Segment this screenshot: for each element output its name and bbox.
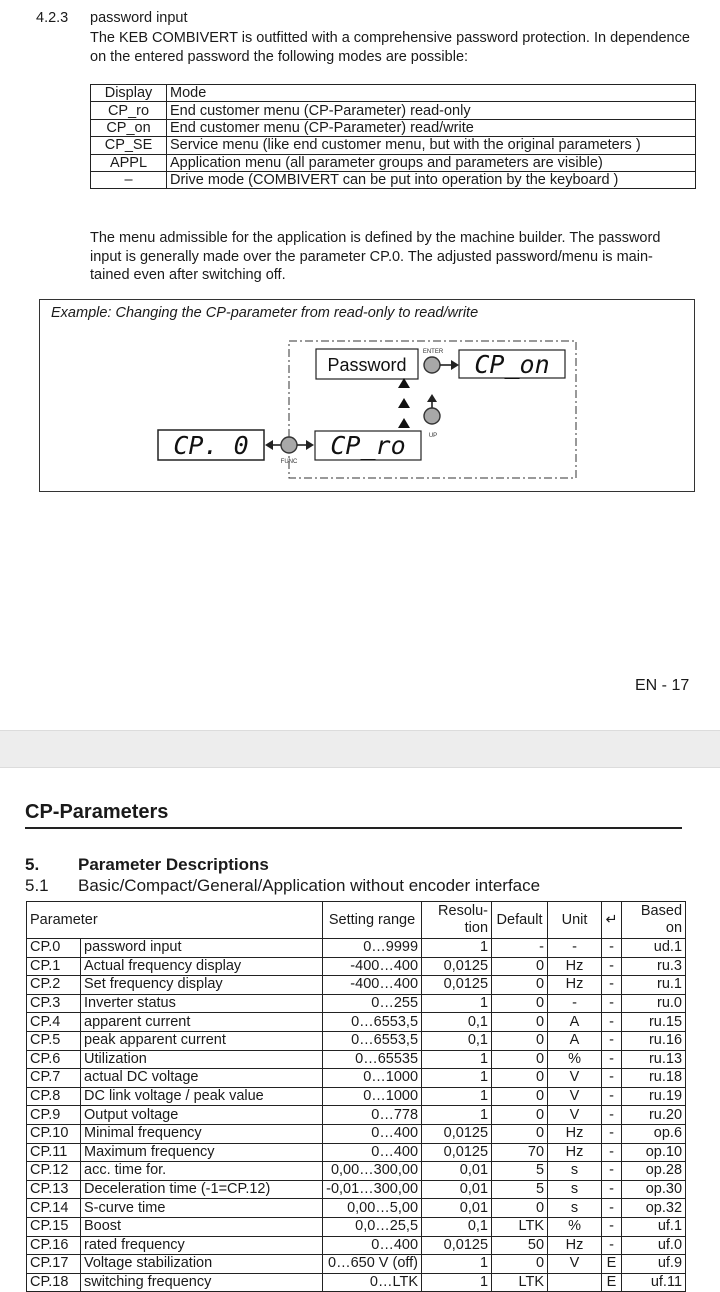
param-name: Inverter status — [81, 994, 323, 1013]
param-name: peak apparent current — [81, 1031, 323, 1050]
mode-display: APPL — [91, 154, 167, 171]
param-default: LTK — [492, 1217, 548, 1236]
param-default: 0 — [492, 976, 548, 995]
table-row — [27, 1013, 686, 1032]
table-row — [27, 1217, 686, 1236]
param-default: - — [492, 939, 548, 958]
param-enter: - — [602, 1069, 622, 1088]
table-row — [27, 1106, 686, 1125]
display-cp-ro: CP_ro — [330, 431, 406, 460]
param-name: S-curve time — [81, 1199, 323, 1218]
mode-display: CP_on — [91, 119, 167, 136]
param-default: 0 — [492, 1199, 548, 1218]
modes-header-mode: Mode — [167, 85, 696, 102]
param-based-on: ru.20 — [622, 1106, 686, 1125]
intro-line: on the entered password the following modes are possible: — [90, 48, 469, 65]
param-enter: - — [602, 1031, 622, 1050]
param-range: -400…400 — [323, 976, 422, 995]
param-enter: - — [602, 1013, 622, 1032]
menu-paragraph — [90, 229, 702, 285]
param-enter: - — [602, 1199, 622, 1218]
example-box — [39, 299, 695, 492]
param-default: 70 — [492, 1143, 548, 1162]
param-default: 0 — [492, 1050, 548, 1069]
mode-display: CP_ro — [91, 102, 167, 119]
param-based-on: ru.1 — [622, 976, 686, 995]
col-header-resolution: Resolu- tion — [422, 902, 492, 939]
param-code: CP.4 — [27, 1013, 81, 1032]
table-row — [27, 1162, 686, 1181]
param-unit: V — [548, 1106, 602, 1125]
mode-description: End customer menu (CP-Parameter) read-only — [167, 102, 696, 119]
func-button-icon — [281, 437, 297, 453]
param-unit: Hz — [548, 1124, 602, 1143]
param-based-on: ru.13 — [622, 1050, 686, 1069]
table-row — [27, 1273, 686, 1292]
param-name: Voltage stabilization — [81, 1255, 323, 1274]
param-resolution: 1 — [422, 1255, 492, 1274]
param-resolution: 0,01 — [422, 1180, 492, 1199]
param-range: 0…6553,5 — [323, 1013, 422, 1032]
up-label: UP — [428, 433, 438, 439]
table-row — [27, 994, 686, 1013]
param-unit: s — [548, 1162, 602, 1181]
enter-icon: ↵ — [602, 902, 622, 939]
param-code: CP.14 — [27, 1199, 81, 1218]
col-header-default: Default — [492, 902, 548, 939]
param-enter: E — [602, 1255, 622, 1274]
param-default: 0 — [492, 1031, 548, 1050]
param-enter: - — [602, 939, 622, 958]
section-number: 4.2.3 — [36, 10, 69, 26]
param-unit: Hz — [548, 1236, 602, 1255]
param-name: Minimal frequency — [81, 1124, 323, 1143]
param-unit — [548, 1273, 602, 1292]
param-code: CP.12 — [27, 1162, 81, 1181]
param-based-on: ru.0 — [622, 994, 686, 1013]
param-unit: Hz — [548, 1143, 602, 1162]
param-enter: - — [602, 957, 622, 976]
page-number: EN - 17 — [635, 677, 690, 694]
param-code: CP.2 — [27, 976, 81, 995]
param-unit: % — [548, 1217, 602, 1236]
param-resolution: 0,0125 — [422, 976, 492, 995]
table-row — [91, 171, 696, 188]
param-enter: - — [602, 1106, 622, 1125]
param-name: Utilization — [81, 1050, 323, 1069]
param-range: 0…400 — [323, 1143, 422, 1162]
param-based-on: op.28 — [622, 1162, 686, 1181]
param-name: Actual frequency display — [81, 957, 323, 976]
table-row — [27, 1031, 686, 1050]
param-enter: - — [602, 1217, 622, 1236]
display-cp-0: CP. 0 — [173, 431, 249, 460]
param-resolution: 1 — [422, 1069, 492, 1088]
param-default: 0 — [492, 1087, 548, 1106]
param-code: CP.15 — [27, 1217, 81, 1236]
table-row — [27, 1124, 686, 1143]
param-name: actual DC voltage — [81, 1069, 323, 1088]
param-name: password input — [81, 939, 323, 958]
param-based-on: op.30 — [622, 1180, 686, 1199]
param-based-on: op.32 — [622, 1199, 686, 1218]
param-range: 0…1000 — [323, 1087, 422, 1106]
param-based-on: uf.0 — [622, 1236, 686, 1255]
param-resolution: 1 — [422, 1087, 492, 1106]
param-enter: - — [602, 1050, 622, 1069]
param-range: 0,00…300,00 — [323, 1162, 422, 1181]
arrow-right-icon — [306, 440, 314, 450]
table-row — [27, 1255, 686, 1274]
table-row — [27, 1087, 686, 1106]
param-range: 0…LTK — [323, 1273, 422, 1292]
param-code: CP.0 — [27, 939, 81, 958]
param-name: DC link voltage / peak value — [81, 1087, 323, 1106]
table-row — [91, 154, 696, 171]
param-default: 0 — [492, 1255, 548, 1274]
mode-description: Drive mode (COMBIVERT can be put into operation by the keyboard ) — [167, 171, 696, 188]
param-name: acc. time for. — [81, 1162, 323, 1181]
param-default: 50 — [492, 1236, 548, 1255]
col-header-unit: Unit — [548, 902, 602, 939]
table-row — [27, 1180, 686, 1199]
param-default: 5 — [492, 1180, 548, 1199]
param-code: CP.7 — [27, 1069, 81, 1088]
param-name: Deceleration time (-1=CP.12) — [81, 1180, 323, 1199]
param-default: 5 — [492, 1162, 548, 1181]
table-row — [27, 1143, 686, 1162]
table-row — [27, 957, 686, 976]
param-unit: s — [548, 1199, 602, 1218]
param-code: CP.3 — [27, 994, 81, 1013]
param-range: 0…400 — [323, 1236, 422, 1255]
param-resolution: 1 — [422, 1050, 492, 1069]
mode-description: Service menu (like end customer menu, but with the original parameters ) — [167, 137, 696, 154]
enter-label: ENTER — [422, 349, 444, 355]
param-range: 0…1000 — [323, 1069, 422, 1088]
table-row — [27, 1199, 686, 1218]
up-arrow-icon — [398, 398, 410, 408]
param-resolution: 1 — [422, 994, 492, 1013]
mode-description: End customer menu (CP-Parameter) read/write — [167, 119, 696, 136]
param-enter: - — [602, 1124, 622, 1143]
param-based-on: ru.19 — [622, 1087, 686, 1106]
param-default: 0 — [492, 1124, 548, 1143]
param-code: CP.10 — [27, 1124, 81, 1143]
parameters-table-body — [27, 939, 686, 1292]
param-enter: - — [602, 1236, 622, 1255]
param-range: 0…400 — [323, 1124, 422, 1143]
param-code: CP.5 — [27, 1031, 81, 1050]
param-name: apparent current — [81, 1013, 323, 1032]
table-header-row — [27, 902, 686, 939]
arrow-left-icon — [265, 440, 273, 450]
table-row — [27, 1236, 686, 1255]
param-code: CP.16 — [27, 1236, 81, 1255]
param-unit: - — [548, 939, 602, 958]
param-name: Maximum frequency — [81, 1143, 323, 1162]
section-title: password input — [90, 10, 188, 26]
param-resolution: 0,01 — [422, 1199, 492, 1218]
param-based-on: uf.9 — [622, 1255, 686, 1274]
param-unit: - — [548, 994, 602, 1013]
param-range: 0…778 — [323, 1106, 422, 1125]
param-enter: - — [602, 994, 622, 1013]
param-default: LTK — [492, 1273, 548, 1292]
param-range: 0…255 — [323, 994, 422, 1013]
param-default: 0 — [492, 1069, 548, 1088]
param-unit: V — [548, 1255, 602, 1274]
modes-table — [90, 84, 696, 189]
arrow-right-icon — [451, 360, 459, 370]
col-header-setting-range: Setting range — [323, 902, 422, 939]
mode-display: CP_SE — [91, 137, 167, 154]
mode-display: – — [91, 171, 167, 188]
param-based-on: ru.16 — [622, 1031, 686, 1050]
param-based-on: op.6 — [622, 1124, 686, 1143]
param-name: rated frequency — [81, 1236, 323, 1255]
param-name: switching frequency — [81, 1273, 323, 1292]
param-code: CP.18 — [27, 1273, 81, 1292]
param-range: 0…65535 — [323, 1050, 422, 1069]
password-diagram — [40, 300, 693, 490]
param-unit: % — [548, 1050, 602, 1069]
param-range: 0,0…25,5 — [323, 1217, 422, 1236]
param-resolution: 0,01 — [422, 1162, 492, 1181]
param-enter: - — [602, 1143, 622, 1162]
param-enter: E — [602, 1273, 622, 1292]
enter-button-icon — [424, 357, 440, 373]
param-code: CP.9 — [27, 1106, 81, 1125]
menu-line: tained even after switching off. — [90, 267, 286, 283]
param-resolution: 0,0125 — [422, 1143, 492, 1162]
page-lower — [0, 768, 720, 1290]
param-unit: A — [548, 1013, 602, 1032]
param-range: 0…9999 — [323, 939, 422, 958]
display-cp-on: CP_on — [474, 350, 550, 379]
param-unit: A — [548, 1031, 602, 1050]
param-unit: V — [548, 1069, 602, 1088]
param-name: Set frequency display — [81, 976, 323, 995]
col-header-parameter: Parameter — [27, 902, 323, 939]
table-row — [91, 102, 696, 119]
section-number: 5. — [25, 855, 40, 874]
param-unit: Hz — [548, 957, 602, 976]
table-row — [27, 976, 686, 995]
param-code: CP.13 — [27, 1180, 81, 1199]
table-row — [27, 1050, 686, 1069]
param-code: CP.17 — [27, 1255, 81, 1274]
up-arrow-icon — [398, 418, 410, 428]
table-row — [91, 119, 696, 136]
param-code: CP.6 — [27, 1050, 81, 1069]
header-rule — [25, 827, 682, 829]
menu-line: input is generally made over the parameter CP.0. The adjusted password/menu is main- — [90, 248, 653, 265]
param-resolution: 0,0125 — [422, 957, 492, 976]
param-based-on: ru.3 — [622, 957, 686, 976]
param-enter: - — [602, 976, 622, 995]
param-range: -400…400 — [323, 957, 422, 976]
subsection-title: Basic/Compact/General/Application without encoder interface — [78, 876, 541, 895]
table-row — [27, 1069, 686, 1088]
subsection-number: 5.1 — [25, 876, 49, 895]
param-unit: V — [548, 1087, 602, 1106]
param-code: CP.8 — [27, 1087, 81, 1106]
param-unit: s — [548, 1180, 602, 1199]
param-name: Boost — [81, 1217, 323, 1236]
param-name: Output voltage — [81, 1106, 323, 1125]
param-default: 0 — [492, 1106, 548, 1125]
table-row — [91, 137, 696, 154]
param-range: -0,01…300,00 — [323, 1180, 422, 1199]
param-enter: - — [602, 1162, 622, 1181]
param-enter: - — [602, 1087, 622, 1106]
param-based-on: op.10 — [622, 1143, 686, 1162]
param-based-on: ud.1 — [622, 939, 686, 958]
page-title: CP-Parameters — [25, 801, 169, 823]
col-header-based-on: Based on — [622, 902, 686, 939]
param-default: 0 — [492, 957, 548, 976]
param-default: 0 — [492, 994, 548, 1013]
param-based-on: uf.11 — [622, 1273, 686, 1292]
parameters-table — [26, 901, 686, 1292]
param-resolution: 1 — [422, 939, 492, 958]
example-title: Example: Changing the CP-parameter from read-only to read/write — [51, 305, 479, 321]
mode-description: Application menu (all parameter groups and parameters are visible) — [167, 154, 696, 171]
func-label: FUNC — [280, 459, 298, 465]
param-enter: - — [602, 1180, 622, 1199]
param-resolution: 0,0125 — [422, 1124, 492, 1143]
menu-line: The menu admissible for the application is defined by the machine builder. The password — [90, 230, 661, 246]
param-default: 0 — [492, 1013, 548, 1032]
page-separator — [0, 730, 720, 768]
param-range: 0,00…5,00 — [323, 1199, 422, 1218]
section-title: Parameter Descriptions — [78, 855, 269, 874]
table-row — [27, 939, 686, 958]
param-range: 0…650 V (off) — [323, 1255, 422, 1274]
modes-header-display: Display — [91, 85, 167, 102]
param-resolution: 1 — [422, 1273, 492, 1292]
param-based-on: ru.18 — [622, 1069, 686, 1088]
param-range: 0…6553,5 — [323, 1031, 422, 1050]
param-resolution: 1 — [422, 1106, 492, 1125]
param-resolution: 0,0125 — [422, 1236, 492, 1255]
param-unit: Hz — [548, 976, 602, 995]
password-label: Password — [327, 355, 407, 375]
param-code: CP.1 — [27, 957, 81, 976]
up-button-icon — [424, 408, 440, 424]
param-resolution: 0,1 — [422, 1031, 492, 1050]
param-code: CP.11 — [27, 1143, 81, 1162]
param-based-on: ru.15 — [622, 1013, 686, 1032]
intro-paragraph — [90, 29, 705, 66]
param-based-on: uf.1 — [622, 1217, 686, 1236]
modes-table-header — [91, 85, 696, 102]
param-resolution: 0,1 — [422, 1013, 492, 1032]
intro-line: The KEB COMBIVERT is outfitted with a comprehensive password protection. In dependence — [90, 30, 690, 46]
param-resolution: 0,1 — [422, 1217, 492, 1236]
